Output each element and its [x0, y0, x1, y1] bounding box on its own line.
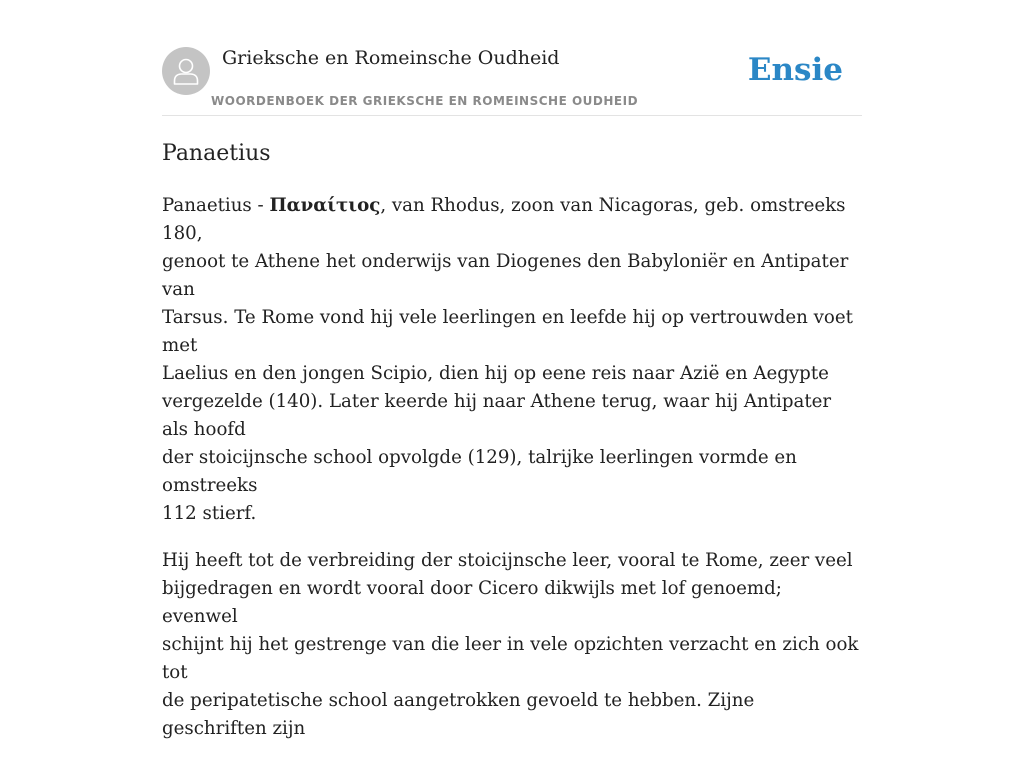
text-line: 112 stierf. — [162, 503, 257, 524]
text-line: vergezelde (140). Later keerde hij naar Athene terug, waar hij Antipater als hoofd — [162, 391, 832, 440]
entry-content — [162, 192, 862, 762]
entry-lead: Panaetius - — [162, 195, 270, 216]
text-line: bijgedragen en wordt vooral door Cicero dikwijls met lof genoemd; evenwel — [162, 578, 782, 627]
text-line: der stoicijnsche school opvolgde (129), talrijke leerlingen vormde en omstreeks — [162, 447, 797, 496]
text-line: Laelius en den jongen Scipio, dien hij op eene reis naar Azië en Aegypte — [162, 363, 829, 384]
site-header — [162, 40, 862, 116]
user-avatar-icon[interactable] — [162, 47, 210, 95]
site-subtitle: WOORDENBOEK DER GRIEKSCHE EN ROMEINSCHE OUDHEID — [211, 94, 639, 108]
entry-title: Panaetius — [162, 141, 271, 166]
text-line: , van Rhodus, zoon van Nicagoras, geb. omstreeks 180, — [162, 195, 846, 244]
person-outline-icon — [162, 47, 210, 95]
text-line: genoot te Athene het onderwijs van Diogenes den Babyloniër en Antipater van — [162, 251, 849, 300]
site-title[interactable]: Grieksche en Romeinsche Oudheid — [222, 47, 560, 69]
text-line: Tarsus. Te Rome vond hij vele leerlingen en leefde hij op vertrouwden voet met — [162, 307, 853, 356]
text-line: de peripatetische school aangetrokken gevoeld te hebben. Zijne geschriften zijn — [162, 690, 755, 739]
text-line: schijnt hij het gestrenge van die leer in vele opzichten verzacht en zich ook tot — [162, 634, 859, 683]
paragraph-2 — [162, 547, 862, 743]
greek-name: Παναίτιος — [269, 195, 381, 216]
ensie-logo-link[interactable]: Ensie — [747, 52, 843, 88]
text-line: Hij heeft tot de verbreiding der stoicijnsche leer, vooral te Rome, zeer veel — [162, 550, 853, 571]
paragraph-1 — [162, 192, 862, 528]
